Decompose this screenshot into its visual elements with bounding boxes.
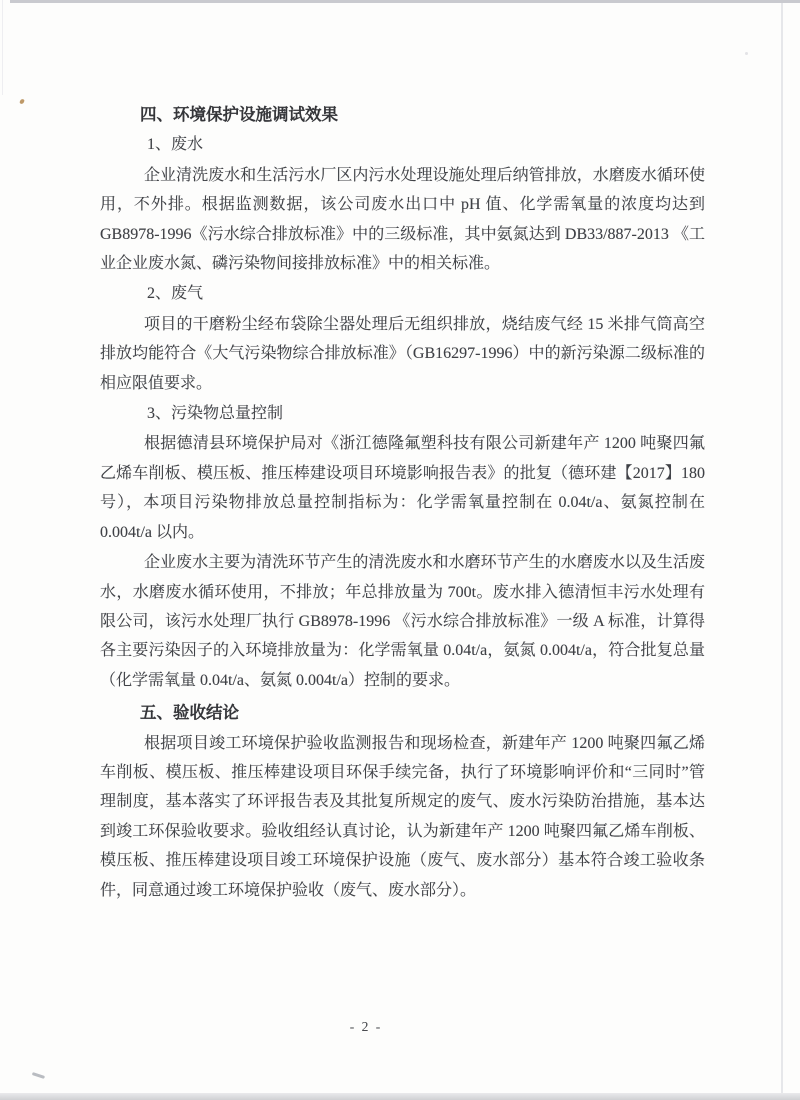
section-subheading: 2、废气 (147, 285, 204, 303)
page-footer (326, 1019, 406, 1035)
scan-smudge-icon (32, 1072, 45, 1078)
scan-dot-icon (745, 52, 748, 55)
section-subheading: 3、污染物总量控制 (147, 405, 284, 423)
section-paragraph: 根据德清县环境保护局对《浙江德隆氟塑科技有限公司新建年产 1200 吨聚四氟乙烯车削板、模压板、推压棒建设项目环境影响报告表》的批复（德环建【2017】180 号），本项目污染物排放总量控制指标为：化学需氧量控制在 0.04t/a、氨氮控制在 0.004t/a 以内。 (100, 435, 705, 541)
section-subheading: 1、废水 (147, 136, 204, 154)
scan-speck-icon (19, 98, 25, 104)
section-paragraph: 根据项目竣工环境保护验收监测报告和现场检查，新建年产 1200 吨聚四氟乙烯车削板、模压板、推压棒建设项目环保手续完备，执行了环境影响评价和“三同时”管理制度，基本落实了环评报告表及其批复所规定的废气、废水污染防治措施，基本达到竣工环保验收要求。验收组经认真讨论，认为新建年产 1200 吨聚四氟乙烯车削板、模压板、推压棒建设项目竣工环境保护设施（废气、废水部分）基本符合竣工验收条件，同意通过竣工环境保护验收（废气、废水部分）。 (100, 734, 705, 899)
scan-edge-top (10, 0, 800, 3)
scan-edge-bottom (0, 1093, 800, 1100)
page-number: - 2 - (349, 1019, 383, 1034)
section-heading: 五、验收结论 (140, 703, 239, 723)
section-paragraph: 项目的干磨粉尘经布袋除尘器处理后无组织排放，烧结废气经 15 米排气筒高空排放均能符合《大气污染物综合排放标准》（GB16297-1996）中的新污染源二级标准的相应限值要求。 (100, 315, 705, 392)
section-paragraph: 企业废水主要为清洗环节产生的清洗废水和水磨环节产生的水磨废水以及生活废水，水磨废水循环使用，不排放；年总排放量为 700t。废水排入德清恒丰污水处理有限公司，该污水处理厂执行 GB8978-1996 《污水综合排放标准》一级 A 标准，计算得各主要污染因子的入环境排放量为：化学需氧量 0.04t/a，氨氮 0.004t/a，符合批复总量（化学需氧量 0.04t/a、氨氮 0.004t/a）控制的要求。 (100, 554, 705, 689)
document-body (100, 97, 705, 905)
section-paragraph: 企业清洗废水和生活污水厂区内污水处理设施处理后纳管排放，水磨废水循环使用，不外排。根据监测数据，该公司废水出口中 pH 值、化学需氧量的浓度均达到 GB8978-1996《污水综合排放标准》中的三级标准，其中氨氮达到 DB33/887-2013 《工业企业废水氮、磷污染物间接排放标准》中的相关标准。 (100, 166, 705, 273)
scan-edge-left (2, 0, 3, 95)
scan-edge-right (781, 3, 783, 1093)
section-heading: 四、环境保护设施调试效果 (140, 105, 338, 124)
